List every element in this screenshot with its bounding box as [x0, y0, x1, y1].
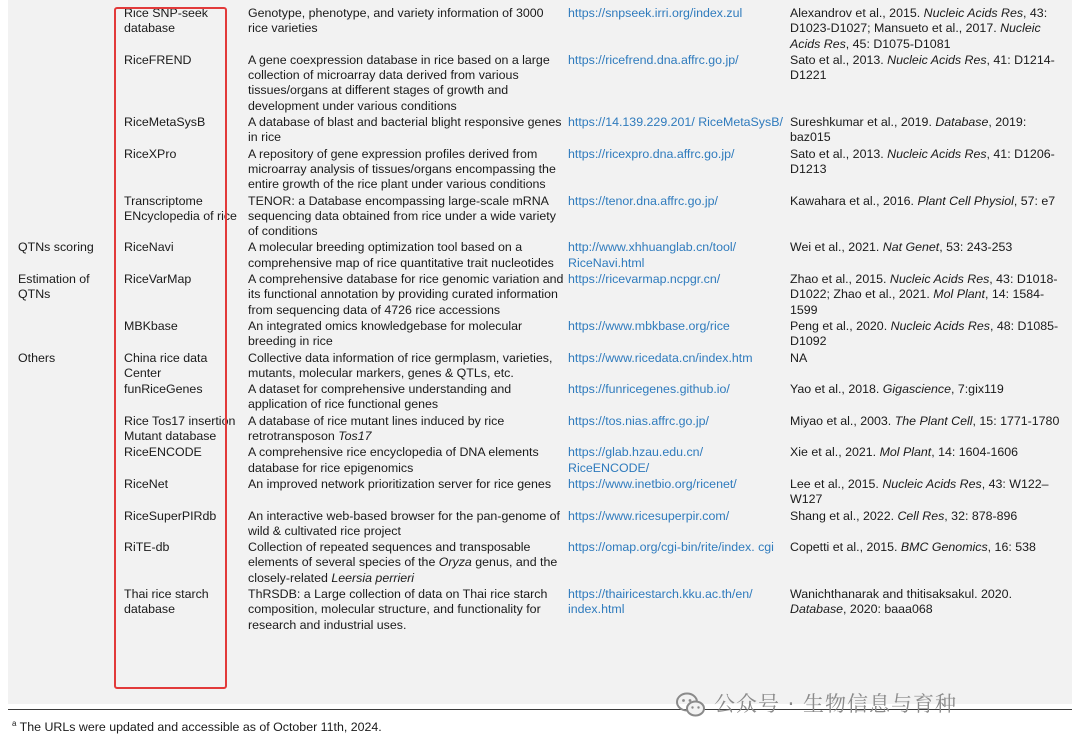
database-url-link[interactable]: https://www.ricesuperpir.com/ — [568, 508, 730, 523]
database-name: Rice Tos17 insertion Mutant database — [124, 413, 236, 444]
database-reference: NA — [790, 350, 808, 365]
footnote-text: The URLs were updated and accessible as of October 11th, 2024. — [19, 720, 382, 734]
footnote — [12, 720, 382, 735]
database-description: Collective data information of rice germplasm, varieties, mutants, molecular markers, genes & QTLs, etc. — [248, 350, 553, 380]
watermark-text: 公众号 · 生物信息与育种 — [714, 692, 958, 717]
database-url-link[interactable]: https://ricevarmap.ncpgr.cn/ — [568, 272, 721, 287]
database-name: RiceMetaSysB — [124, 115, 206, 130]
database-url-link[interactable]: https://ricexpro.dna.affrc.go.jp/ — [568, 146, 735, 161]
database-description: ThRSDB: a Large collection of data on Thai rice starch composition, molecular structure, and functionality for research and industrial uses. — [248, 586, 548, 632]
database-url-link[interactable]: https://www.ricedata.cn/index.htm — [568, 350, 753, 365]
category-cell: Others — [18, 350, 56, 365]
category-cell — [18, 53, 124, 115]
database-table — [18, 6, 1072, 634]
database-name: RiceXPro — [124, 146, 177, 161]
database-name: RiceNet — [124, 476, 169, 491]
category-cell — [18, 414, 124, 446]
database-url-link[interactable]: https://14.139.229.201/ RiceMetaSysB/ — [568, 115, 783, 130]
category-cell: Estimation of QTNs — [18, 272, 90, 302]
table-row — [18, 115, 1072, 147]
table-row — [18, 6, 1072, 53]
database-name: RiceFREND — [124, 52, 192, 67]
category-cell — [18, 115, 124, 147]
database-name: RiceVarMap — [124, 272, 192, 287]
table-row — [18, 445, 1072, 477]
category-cell — [18, 319, 124, 351]
database-url-link[interactable]: https://www.inetbio.org/ricenet/ — [568, 476, 737, 491]
category-cell: QTNs scoring — [18, 240, 94, 255]
database-description: Genotype, phenotype, and variety information of 3000 rice varieties — [248, 6, 544, 36]
category-cell — [18, 540, 124, 587]
table-body — [18, 6, 1072, 634]
table-row — [18, 319, 1072, 351]
database-reference: Sato et al., 2013. Nucleic Acids Res, 41: D1214-D1221 — [790, 52, 1055, 83]
table-row — [18, 240, 1072, 272]
database-reference: Lee et al., 2015. Nucleic Acids Res, 43: W122–W127 — [790, 476, 1049, 507]
database-description: An interactive web-based browser for the pan-genome of wild & cultivated rice project — [248, 508, 561, 538]
database-description: A comprehensive database for rice genomic variation and its functional annotation by providing curated information from sequencing data of 4726 rice accessions — [248, 272, 564, 317]
database-description: An improved network prioritization server for rice genes — [248, 476, 552, 491]
database-description: A repository of gene expression profiles derived from microarray analysis of tissues/organs encompassing the entire growth of the rice plant under various conditions — [248, 146, 556, 192]
watermark — [676, 685, 957, 725]
database-name: RiceSuperPIRdb — [124, 508, 217, 523]
database-name: Rice SNP-seek database — [124, 6, 209, 36]
database-reference: Yao et al., 2018. Gigascience, 7:gix119 — [790, 382, 1004, 397]
database-url-link[interactable]: https://snpseek.irri.org/index.zul — [568, 6, 743, 20]
database-reference: Kawahara et al., 2016. Plant Cell Physiol, 57: e7 — [790, 193, 1056, 208]
database-reference: Shang et al., 2022. Cell Res, 32: 878-896 — [790, 508, 1018, 523]
database-reference: Peng et al., 2020. Nucleic Acids Res, 48: D1085-D1092 — [790, 318, 1059, 349]
database-reference: Alexandrov et al., 2015. Nucleic Acids Res, 43: D1023-D1027; Mansueto et al., 2017. Nucleic Acids Res, 45: D1075-D1081 — [790, 6, 1048, 51]
table-row — [18, 587, 1072, 634]
database-name: RiTE-db — [124, 540, 170, 555]
database-reference: Zhao et al., 2015. Nucleic Acids Res, 43: D1018-D1022; Zhao et al., 2021. Mol Plant, 14: 1584-1599 — [790, 272, 1058, 317]
database-description: A dataset for comprehensive understanding and application of rice functional genes — [248, 382, 512, 412]
database-description: A database of rice mutant lines induced by rice retrotransposon Tos17 — [248, 413, 505, 444]
table-row — [18, 147, 1072, 194]
database-url-link[interactable]: https://ricefrend.dna.affrc.go.jp/ — [568, 52, 739, 67]
database-reference: Xie et al., 2021. Mol Plant, 14: 1604-1606 — [790, 445, 1019, 460]
category-cell — [18, 587, 124, 634]
database-name: MBKbase — [124, 318, 178, 333]
table-row — [18, 53, 1072, 115]
database-description: An integrated omics knowledgebase for molecular breeding in rice — [248, 318, 523, 349]
table-row — [18, 540, 1072, 587]
database-reference: Miyao et al., 2003. The Plant Cell, 15: 1771-1780 — [790, 413, 1060, 428]
category-cell — [18, 147, 124, 194]
database-reference: Wei et al., 2021. Nat Genet, 53: 243-253 — [790, 240, 1013, 255]
database-url-link[interactable]: https://tos.nias.affrc.go.jp/ — [568, 413, 709, 428]
footnote-marker: a — [12, 718, 17, 728]
category-cell — [18, 509, 124, 541]
database-name: Transcriptome ENcyclopedia of rice — [124, 193, 237, 223]
table-row — [18, 272, 1072, 319]
database-url-link[interactable]: https://glab.hzau.edu.cn/ RiceENCODE/ — [568, 445, 704, 475]
database-description: A database of blast and bacterial blight responsive genes in rice — [248, 115, 562, 145]
table-row — [18, 382, 1072, 414]
database-reference: Wanichthanarak and thitisaksakul. 2020. Database, 2020: baaa068 — [790, 586, 1013, 617]
table-row — [18, 509, 1072, 541]
wechat-icon — [676, 691, 706, 719]
database-name: Thai rice starch database — [124, 586, 209, 617]
database-description: Collection of repeated sequences and transposable elements of several species of the Oryza genus, and the closely-related Leersia perrieri — [248, 540, 558, 585]
category-cell — [18, 477, 124, 509]
table-row — [18, 194, 1072, 241]
database-reference: Sureshkumar et al., 2019. Database, 2019: baz015 — [790, 115, 1027, 145]
table-page — [8, 0, 1072, 704]
database-url-link[interactable]: https://www.mbkbase.org/rice — [568, 318, 730, 333]
category-cell — [18, 382, 124, 414]
database-description: A molecular breeding optimization tool based on a comprehensive map of rice quantitative trait nucleotides — [248, 240, 554, 270]
database-name: China rice data Center — [124, 350, 208, 380]
database-description: TENOR: a Database encompassing large-scale mRNA sequencing data obtained from rice under a wide variety of conditions — [248, 193, 556, 239]
database-description: A comprehensive rice encyclopedia of DNA elements database for rice epigenomics — [248, 445, 539, 475]
table-row — [18, 414, 1072, 446]
table-row — [18, 477, 1072, 509]
database-url-link[interactable]: https://thairicestarch.kku.ac.th/en/ index.html — [568, 586, 753, 617]
database-name: RiceENCODE — [124, 445, 202, 460]
database-reference: Sato et al., 2013. Nucleic Acids Res, 41: D1206-D1213 — [790, 146, 1055, 176]
category-cell — [18, 445, 124, 477]
database-url-link[interactable]: https://omap.org/cgi-bin/rite/index. cgi — [568, 540, 774, 555]
database-name: RiceNavi — [124, 240, 174, 255]
database-url-link[interactable]: https://tenor.dna.affrc.go.jp/ — [568, 193, 718, 208]
database-reference: Copetti et al., 2015. BMC Genomics, 16: 538 — [790, 540, 1036, 555]
category-cell — [18, 6, 124, 53]
database-url-link[interactable]: https://funricegenes.github.io/ — [568, 382, 730, 397]
table-row — [18, 351, 1072, 383]
database-name: funRiceGenes — [124, 382, 203, 397]
database-description: A gene coexpression database in rice based on a large collection of microarray data derived from various tissues/organs at different stages of growth and development under various conditions — [248, 52, 550, 113]
database-url-link[interactable]: http://www.xhhuanglab.cn/tool/ RiceNavi.html — [568, 240, 737, 270]
category-cell — [18, 194, 124, 241]
